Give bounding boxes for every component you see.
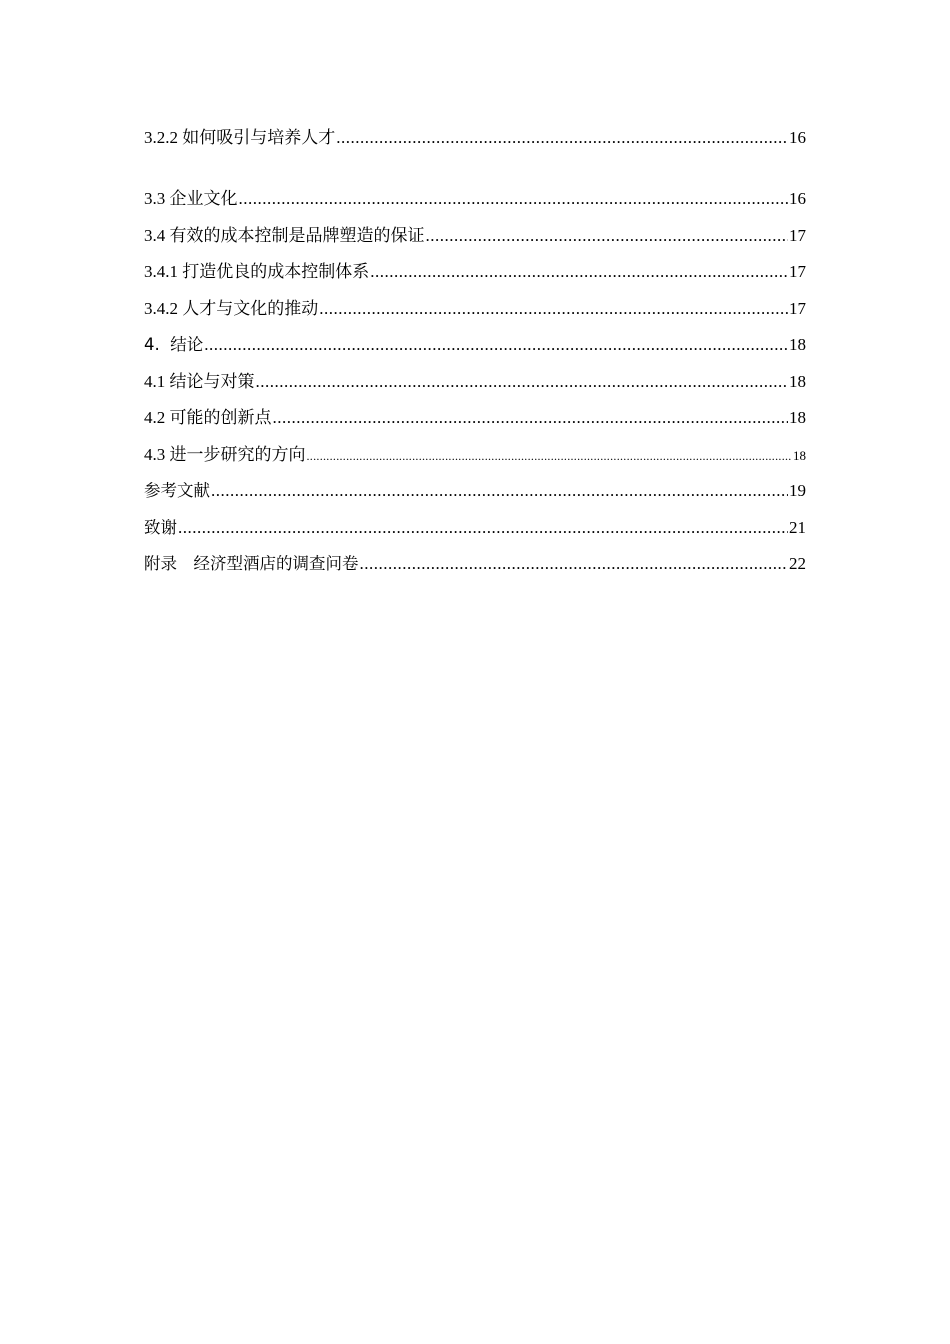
toc-entry-page-number: 19 [789,481,806,500]
toc-entry-4-3[interactable] [144,441,806,478]
toc-entry-label: 4.1 结论与对策 [144,371,255,391]
toc-entry-label: 4.3 进一步研究的方向 [144,444,306,464]
dot-leader [273,404,789,432]
toc-entry-page-number: 18 [789,335,806,354]
dot-leader [256,368,789,396]
toc-entry-3-4-1[interactable] [144,258,806,295]
toc-entry-page-number: 22 [789,554,806,573]
toc-entry-page-number: 16 [789,128,806,147]
toc-entry-label: 3.2.2 如何吸引与培养人才 [144,128,336,147]
toc-entry-label: 参考文献 [144,481,210,500]
toc-entry-4[interactable] [144,331,806,368]
toc-entry-3-4[interactable] [144,222,806,259]
dot-leader [211,477,788,505]
toc-entry-label: 3.3 企业文化 [144,189,238,208]
dot-leader [319,295,788,323]
toc-entry-appendix[interactable] [144,550,806,587]
toc-entry-label: 附录 经济型酒店的调查问卷 [144,554,359,573]
toc-entry-3-4-2[interactable] [144,295,806,332]
toc-entry-page-number: 17 [789,298,806,318]
toc-entry-3-2-2[interactable] [144,124,806,185]
toc-entry-page-number: 17 [789,262,806,281]
dot-leader [370,258,788,286]
toc-entry-page-number: 18 [789,371,806,391]
toc-entry-page-number: 21 [789,517,806,537]
toc-entry-3-3[interactable] [144,185,806,222]
toc-entry-label: 4.2 可能的创新点 [144,408,272,427]
dot-leader [239,185,789,213]
dot-leader [426,222,789,250]
toc-entry-references[interactable] [144,477,806,514]
toc-entry-label: 3.4.2 人才与文化的推动 [144,298,319,318]
toc-entry-label: 4. 结论 [144,335,204,354]
dot-leader [336,124,788,152]
dot-leader [178,514,788,542]
dot-leader [307,442,793,470]
toc-entry-page-number: 18 [793,447,806,463]
toc-entry-acknowledgements[interactable] [144,514,806,551]
toc-entry-4-1[interactable] [144,368,806,405]
dot-leader [360,550,789,578]
table-of-contents [144,124,806,587]
toc-entry-page-number: 17 [789,225,806,245]
toc-entry-label: 致谢 [144,517,177,537]
toc-entry-page-number: 18 [789,408,806,427]
toc-entry-page-number: 16 [789,189,806,208]
toc-entry-4-2[interactable] [144,404,806,441]
dot-leader [204,331,788,359]
toc-entry-label: 3.4 有效的成本控制是品牌塑造的保证 [144,225,425,245]
toc-entry-label: 3.4.1 打造优良的成本控制体系 [144,262,370,281]
